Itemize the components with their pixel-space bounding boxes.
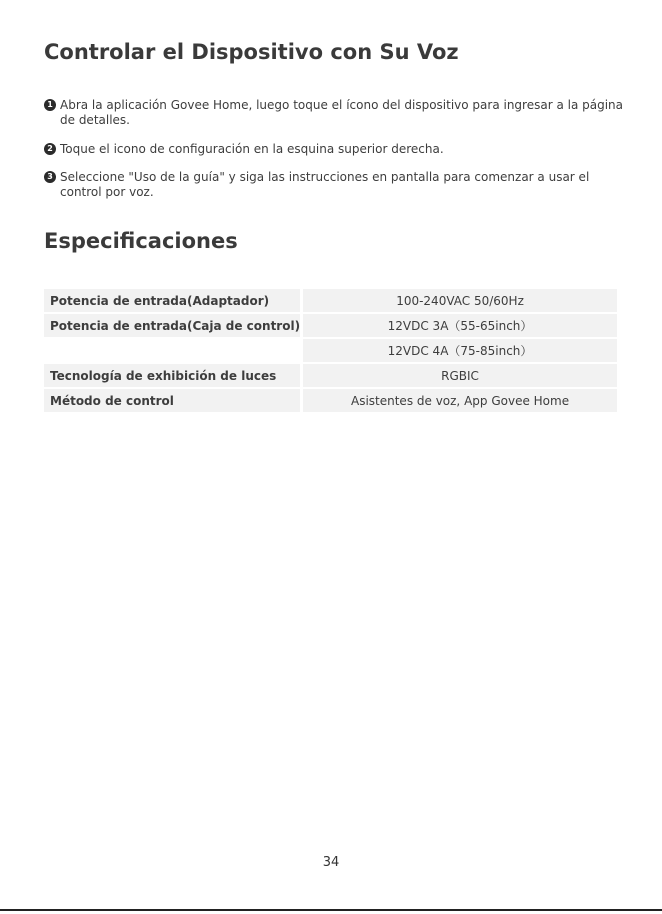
spec-value: RGBIC (303, 364, 617, 387)
specs-table (44, 287, 617, 414)
spec-label: Método de control (44, 389, 300, 412)
page-title: Controlar el Dispositivo con Su Voz (44, 40, 459, 64)
step-text: Toque el icono de configuración en la esquina superior derecha. (60, 142, 444, 156)
table-row (44, 389, 617, 412)
spec-value: 100-240VAC 50/60Hz (303, 289, 617, 312)
spec-label: Tecnología de exhibición de luces (44, 364, 300, 387)
step-item (44, 98, 624, 128)
table-row (44, 364, 617, 387)
step-text: Seleccione "Uso de la guía" y siga las instrucciones en pantalla para comenzar a usar el control por voz. (60, 170, 590, 199)
step-number-badge: 3 (44, 171, 56, 183)
spec-label (44, 339, 300, 362)
spec-value: Asistentes de voz, App Govee Home (303, 389, 617, 412)
table-row (44, 314, 617, 337)
spec-label: Potencia de entrada(Adaptador) (44, 289, 300, 312)
spec-label: Potencia de entrada(Caja de control) (44, 314, 300, 337)
step-item (44, 170, 624, 200)
spec-value: 12VDC 3A（55-65inch） (303, 314, 617, 337)
step-number-badge: 1 (44, 99, 56, 111)
table-row (44, 289, 617, 312)
table-row (44, 339, 617, 362)
step-number-badge: 2 (44, 143, 56, 155)
steps-list (44, 98, 624, 214)
page-number: 34 (322, 855, 340, 870)
step-text: Abra la aplicación Govee Home, luego toque el ícono del dispositivo para ingresar a la página de detalles. (60, 98, 624, 127)
specs-heading: Especificaciones (44, 229, 238, 253)
spec-value: 12VDC 4A（75-85inch） (303, 339, 617, 362)
bottom-divider (0, 909, 662, 911)
step-item (44, 142, 624, 157)
